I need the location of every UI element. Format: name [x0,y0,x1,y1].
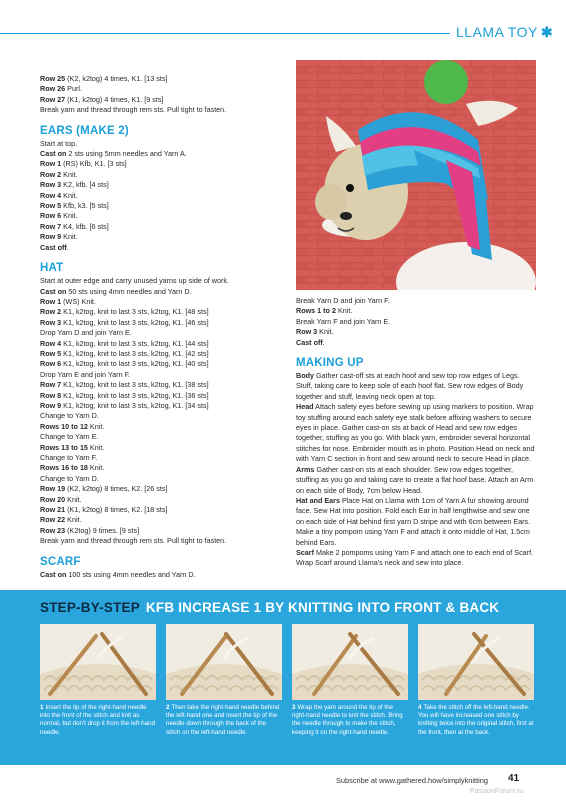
row-label: Row 3 [40,317,62,327]
pattern-line [40,149,285,159]
right-column [296,296,536,569]
pattern-line [40,526,285,536]
row-instruction: 2 sts using 5mm needles and Yarn A. [66,149,187,159]
row-label: Rows 16 to 18 [40,463,88,473]
pattern-line [40,276,285,286]
row-label: Row 9 [40,400,62,410]
row-instruction: K1, k2tog, knit to last 3 sts, k2tog, K1. [36 sts] [61,390,209,400]
row-instruction: K2, kfb. [4 sts] [61,180,109,190]
pattern-line [296,327,536,337]
pattern-line [40,318,285,328]
step-caption [166,704,282,737]
step-photo [418,624,534,700]
row-label: Row 21 [40,505,66,515]
step-4 [418,624,534,737]
pattern-line [40,401,285,411]
asterisk-icon: ✱ [540,24,554,40]
pattern-line [40,432,285,442]
row-label: Row 8 [40,390,62,400]
pattern-line [40,422,285,432]
row-instruction: Change to Yarn D. [40,473,99,483]
pattern-line [40,243,285,253]
row-instruction: . [322,337,325,347]
step-caption [418,704,534,737]
pattern-line [40,180,285,190]
row-instruction: 50 sts using 4mm needles and Yarn D. [66,286,192,296]
row-label: Arms [296,464,315,474]
row-label: Row 3 [40,180,62,190]
pattern-line [40,359,285,369]
row-label: Row 3 [296,327,318,337]
pattern-line [40,201,285,211]
row-label: Row 9 [40,232,62,242]
row-instruction: Kfb, k3. [5 sts] [61,201,109,211]
row-instruction: (K2tog) 9 times. [9 sts] [65,525,140,535]
pattern-line [40,74,285,84]
step-number: 4 [418,704,422,711]
row-instruction: Break Yarn D and join Yarn F. [296,296,390,305]
row-instruction: Knit. [335,306,353,316]
pattern-line [40,411,285,421]
pattern-line [296,465,536,496]
row-label: Row 7 [40,221,62,231]
row-instruction: Change to Yarn E. [40,432,99,442]
pattern-line [40,95,285,105]
pattern-line [40,211,285,221]
row-label: Cast on [40,569,67,579]
row-instruction: Knit. [61,211,78,221]
step-photo [166,624,282,700]
ears-pattern [40,139,285,253]
row-instruction: Knit. [65,494,82,504]
row-label: Rows 13 to 15 [40,442,88,452]
section-tag [452,22,566,42]
pattern-line [296,306,536,316]
step-3 [292,624,408,737]
hat-pattern [40,276,285,547]
head-rows [40,74,285,116]
pattern-line [40,515,285,525]
row-label: Row 19 [40,484,66,494]
row-label: Cast on [40,286,67,296]
pattern-line [296,548,536,569]
row-instruction: Drop Yarn D and join Yarn E. [40,328,132,338]
step-by-step-label: STEP-BY-STEP [40,600,140,615]
pattern-line [40,84,285,94]
making-up-heading: MAKING UP [296,357,364,370]
technique-title: KFB INCREASE 1 BY KNITTING INTO FRONT & BACK [145,600,500,615]
row-label: Row 26 [40,84,66,94]
pattern-line [40,105,285,115]
step-text: Wrap the yarn around the tip of the right-hand needle to knit the stitch. Bring the needle through to make the stitch, keeping it on the right-hand needle. [292,704,403,736]
step-number: 1 [40,704,44,711]
pattern-line [296,402,536,464]
left-column [40,74,285,580]
row-instruction: K4, kfb. [6 sts] [61,221,109,231]
step-text: Then take the right-hand needle behind the left-hand one and insert the tip of the needle down through the back of the stitch on the left-hand needle. [166,704,280,736]
watermark: PassionForum.ru [470,788,524,795]
row-instruction: (K1, k2tog) 8 times, K2. [18 sts] [65,505,168,515]
row-instruction: Purl. [65,84,82,94]
row-instruction: Knit. [61,232,78,242]
pattern-line [40,463,285,473]
pattern-line [40,170,285,180]
pattern-line [40,287,285,297]
pattern-line [40,484,285,494]
pattern-line [40,191,285,201]
pattern-line [40,391,285,401]
row-label: Body [296,371,314,381]
row-instruction: Change to Yarn D. [40,411,99,421]
step-by-step-banner [0,590,566,765]
row-label: Row 1 [40,296,62,306]
row-instruction: (K2, k2tog) 4 times, K1. [13 sts] [65,74,168,83]
pattern-line [40,505,285,515]
scarf-pattern [40,570,285,580]
scarf-continued [296,296,536,348]
row-instruction: Knit. [65,515,82,525]
row-label: Row 4 [40,338,62,348]
row-instruction: Knit. [317,327,334,337]
pattern-line [40,339,285,349]
row-instruction: Drop Yarn E and join Yarn F. [40,369,131,379]
pattern-line [296,338,536,348]
subscribe-text: Subscribe at www.gathered.how/simplyknitting [336,776,488,785]
row-instruction: Knit. [61,169,78,179]
pattern-line [40,380,285,390]
step-caption [292,704,408,737]
row-instruction: K1, k2tog, knit to last 3 sts, k2tog, K1. [48 sts] [61,307,209,317]
row-instruction: Break yarn and thread through rem sts. Pull tight to fasten. [40,536,227,546]
row-instruction: K1, k2tog, knit to last 3 sts, k2tog, K1. [46 sts] [61,317,209,327]
step-text: Take the stitch off the left-hand needle. You will have increased one stitch by knitting twice into the original stitch, first at the front, then at the back. [418,704,534,736]
section-name: LLAMA TOY [456,24,538,40]
row-instruction: Break Yarn F and join Yarn E. [296,316,391,326]
row-instruction: Make 2 pompoms using Yarn F and attach one to each end of Scarf. Wrap Scarf around Llama's neck and sew into place. [296,547,534,568]
step-number: 3 [292,704,296,711]
row-instruction: Start at outer edge and carry unused yarns up side of work. [40,276,229,286]
ears-heading: EARS (MAKE 2) [40,124,129,137]
row-instruction: (K1, k2tog) 4 times, K1. [9 sts] [65,94,164,104]
row-instruction: Attach safety eyes before sewing up using markers to position. Wrap toy stuffing around each safety eye stalk before affixing washers to secure eyes in place. Gather cast-on sts at back of Head and sew row edges together, stuffing as you go. With black yarn, embroider several horizontal stitches for nose. Embroider mouth as in photo. Position Head on neck and with Yarn C section in front and sew around neck to secure Head in place. [296,402,535,464]
row-instruction: K1, k2tog, knit to last 3 sts, k2tog, K1. [38 sts] [61,380,209,390]
row-instruction: K1, k2tog, knit to last 3 sts, k2tog, K1. [44 sts] [61,338,209,348]
step-number: 2 [166,704,170,711]
row-label: Row 5 [40,201,62,211]
pattern-line [40,453,285,463]
pattern-line [296,496,536,548]
row-label: Rows 10 to 12 [40,421,88,431]
pattern-line [40,536,285,546]
row-label: Row 6 [40,211,62,221]
pattern-line [40,222,285,232]
making-up-text [296,371,536,569]
step-by-step-title [40,600,499,615]
row-instruction: Gather cast-on sts at each shoulder. Sew row edges together, stuffing as you go and taking care to create a flat hoof base. Attach an Arm on each side of Body, 7cm below Head. [296,464,534,495]
row-instruction: Place Hat on Llama with 1cm of Yarn A fur showing around face. Sew Hat into position. Fold each Ear in half lengthwise and sew one on each side of Hat behind first yarn D stripe and with 6cm between Ears. Make a tiny pompom using Yarn F and attach it onto middle of Hat, 1.5cm behind Ears. [296,495,531,547]
pattern-line [296,371,536,402]
row-instruction: Gather cast-off sts at each hoof and sew top row edges of Legs. Stuff, taking care to keep sole of each hoof flat. Sew row edges of Body together and stuff, leaving neck open at top. [296,371,524,401]
row-instruction: Knit. [87,463,105,473]
pattern-line [40,139,285,149]
row-label: Row 5 [40,348,62,358]
row-label: Row 23 [40,525,66,535]
row-instruction: Break yarn and thread through rem sts. Pull tight to fasten. [40,105,227,115]
row-label: Hat and Ears [296,495,340,505]
row-label: Row 1 [40,159,62,169]
pattern-line [296,296,536,306]
row-instruction: Knit. [87,421,105,431]
row-instruction: Start at top. [40,138,78,148]
pattern-line [40,370,285,380]
row-instruction: K1, k2tog, knit to last 3 sts, k2tog, K1. [42 sts] [61,348,209,358]
pattern-line [40,159,285,169]
pattern-line [296,317,536,327]
row-label: Row 20 [40,494,66,504]
row-label: Cast off [40,242,67,252]
row-instruction: (RS) Kfb, K1. [3 sts] [61,159,127,169]
pattern-line [40,443,285,453]
row-instruction: . [66,242,69,252]
step-photo [292,624,408,700]
scarf-heading: SCARF [40,555,81,568]
row-label: Rows 1 to 2 [296,306,336,316]
llama-photo [296,60,536,290]
page-number: 41 [508,773,520,784]
row-label: Scarf [296,547,314,557]
hat-heading: HAT [40,262,64,275]
pattern-line [40,495,285,505]
pattern-line [40,307,285,317]
row-label: Cast on [40,149,67,159]
row-instruction: K1, k2tog, knit to last 3 sts, k2tog, K1. [40 sts] [61,359,209,369]
pattern-line [40,349,285,359]
row-label: Row 6 [40,359,62,369]
pattern-line [40,570,285,580]
row-label: Cast off [296,337,323,347]
row-label: Head [296,402,314,412]
row-instruction: (K2, k2tog) 8 times, K2. [26 sts] [65,484,168,494]
row-instruction: Knit. [61,190,78,200]
row-instruction: K1, k2tog, knit to last 3 sts, k2tog, K1. [34 sts] [61,400,209,410]
row-label: Row 22 [40,515,66,525]
step-2 [166,624,282,737]
row-instruction: Knit. [87,442,105,452]
pattern-line [40,328,285,338]
pattern-line [40,474,285,484]
step-photo [40,624,156,700]
row-label: Row 2 [40,169,62,179]
row-label: Row 25 [40,74,66,83]
row-instruction: 100 sts using 4mm needles and Yarn D. [66,569,196,579]
pattern-line [40,297,285,307]
section-header [0,22,566,42]
step-text: Insert the tip of the right-hand needle into the front of the stitch and knit as normal, but don't drop it from the left-hand needle. [40,704,156,736]
row-label: Row 27 [40,94,66,104]
row-instruction: Change to Yarn F. [40,453,98,462]
row-label: Row 7 [40,380,62,390]
row-instruction: (WS) Knit. [61,296,96,306]
step-caption [40,704,156,737]
row-label: Row 4 [40,190,62,200]
row-label: Row 2 [40,307,62,317]
llama-toy-illustration [296,60,536,290]
pattern-line [40,232,285,242]
step-1 [40,624,156,737]
header-rule [0,33,450,34]
page-footer [0,772,566,795]
